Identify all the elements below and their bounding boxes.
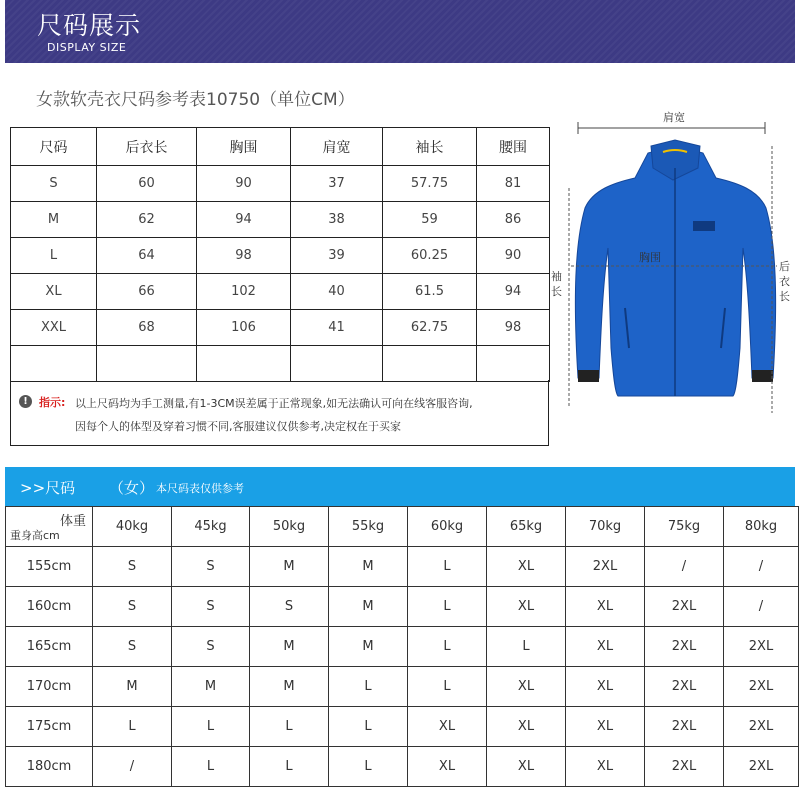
table-row	[11, 274, 550, 310]
table-cell: 94	[477, 274, 550, 310]
table-cell: 39	[291, 238, 383, 274]
size-cell: L	[329, 707, 408, 747]
table-row	[6, 627, 799, 667]
table-cell	[197, 346, 291, 382]
back-label-2: 衣	[779, 275, 790, 288]
size-cell: M	[329, 547, 408, 587]
size-cell: S	[172, 627, 250, 667]
weight-header: 45kg	[172, 507, 250, 547]
header-cell: 胸围	[197, 128, 291, 166]
table-cell: 81	[477, 166, 550, 202]
height-cell: 170cm	[6, 667, 93, 707]
size-cell: XL	[487, 707, 566, 747]
size-cell: S	[93, 587, 172, 627]
table-cell: 60.25	[383, 238, 477, 274]
weight-header: 70kg	[566, 507, 645, 547]
weight-header: 50kg	[250, 507, 329, 547]
size-cell: XL	[566, 747, 645, 787]
table-row	[6, 667, 799, 707]
size-cell: M	[329, 627, 408, 667]
size-cell: M	[93, 667, 172, 707]
height-cell: 165cm	[6, 627, 93, 667]
fit-guide-note: 本尺码表仅供参考	[156, 482, 244, 495]
weight-header: 75kg	[645, 507, 724, 547]
size-cell: XL	[487, 667, 566, 707]
size-cell: M	[250, 667, 329, 707]
table-cell: 60	[97, 166, 197, 202]
size-cell: L	[408, 667, 487, 707]
table-cell: 38	[291, 202, 383, 238]
size-cell: S	[93, 627, 172, 667]
size-cell: L	[172, 747, 250, 787]
table-cell: 102	[197, 274, 291, 310]
table-cell: 68	[97, 310, 197, 346]
table-row	[11, 238, 550, 274]
size-cell: XL	[487, 587, 566, 627]
header-cell: 袖长	[383, 128, 477, 166]
size-cell: 2XL	[724, 627, 799, 667]
size-chart-title: 女款软壳衣尺码参考表10750（单位CM）	[36, 90, 355, 110]
header-cell: 尺码	[11, 128, 97, 166]
back-label-1: 后	[779, 260, 790, 273]
table-cell: 57.75	[383, 166, 477, 202]
size-cell: L	[408, 547, 487, 587]
table-cell: 66	[97, 274, 197, 310]
size-cell: 2XL	[645, 587, 724, 627]
size-cell: XL	[408, 747, 487, 787]
height-cell: 180cm	[6, 747, 93, 787]
banner-subtitle: DISPLAY SIZE	[47, 41, 127, 54]
size-cell: L	[329, 667, 408, 707]
size-cell: 2XL	[645, 707, 724, 747]
weight-header: 80kg	[724, 507, 799, 547]
banner-title: 尺码展示	[37, 11, 142, 40]
size-cell: M	[329, 587, 408, 627]
info-icon: !	[19, 395, 32, 408]
size-cell: L	[250, 747, 329, 787]
jacket-shape	[575, 140, 775, 396]
table-cell: XL	[11, 274, 97, 310]
size-cell: /	[645, 547, 724, 587]
size-cell: 2XL	[724, 707, 799, 747]
table-cell: 59	[383, 202, 477, 238]
size-cell: XL	[566, 667, 645, 707]
size-cell: /	[724, 587, 799, 627]
note-line-1: 以上尺码均为手工测量,有1-3CM误差属于正常现象,如无法确认可向在线客服咨询,	[75, 397, 473, 410]
corner-weight-label: 体重	[59, 514, 86, 529]
height-cell: 175cm	[6, 707, 93, 747]
corner-cell	[6, 507, 93, 547]
table-row	[11, 310, 550, 346]
weight-header: 60kg	[408, 507, 487, 547]
table-cell: 94	[197, 202, 291, 238]
fit-guide-title: >>尺码	[20, 479, 76, 497]
table-cell: 62	[97, 202, 197, 238]
back-label-3: 长	[779, 290, 790, 303]
table-cell: S	[11, 166, 97, 202]
note-box	[10, 380, 549, 446]
table-cell: 61.5	[383, 274, 477, 310]
table-cell: M	[11, 202, 97, 238]
size-cell: L	[250, 707, 329, 747]
size-cell: S	[172, 587, 250, 627]
size-table	[10, 127, 550, 382]
size-cell: M	[250, 627, 329, 667]
size-cell: /	[93, 747, 172, 787]
table-row	[11, 166, 550, 202]
table-cell	[97, 346, 197, 382]
table-cell: 98	[477, 310, 550, 346]
table-cell: 86	[477, 202, 550, 238]
table-cell	[477, 346, 550, 382]
table-cell: 40	[291, 274, 383, 310]
size-cell: 2XL	[724, 747, 799, 787]
table-cell	[11, 346, 97, 382]
size-cell: 2XL	[724, 667, 799, 707]
table-cell: 90	[197, 166, 291, 202]
size-cell: L	[408, 627, 487, 667]
size-cell: S	[172, 547, 250, 587]
size-cell: L	[487, 627, 566, 667]
table-cell: 98	[197, 238, 291, 274]
header-banner	[5, 0, 795, 63]
size-cell: 2XL	[645, 667, 724, 707]
note-line-2: 因每个人的体型及穿着习惯不同,客服建议仅供参考,决定权在于买家	[75, 420, 401, 433]
height-cell: 160cm	[6, 587, 93, 627]
corner-height-label: 重身高cm	[10, 529, 60, 542]
height-cell: 155cm	[6, 547, 93, 587]
size-cell: M	[250, 547, 329, 587]
size-cell: XL	[487, 547, 566, 587]
table-cell: XXL	[11, 310, 97, 346]
fit-guide-gender: （女）	[109, 479, 155, 497]
size-cell: M	[172, 667, 250, 707]
weight-header: 65kg	[487, 507, 566, 547]
fit-guide-bar	[5, 467, 795, 506]
size-table-header	[11, 128, 550, 166]
size-cell: L	[408, 587, 487, 627]
sleeve-label-2: 长	[551, 285, 562, 298]
header-cell: 腰围	[477, 128, 550, 166]
table-cell: 64	[97, 238, 197, 274]
table-row	[6, 707, 799, 747]
table-cell: 90	[477, 238, 550, 274]
note-label: 指示:	[39, 396, 66, 409]
table-cell: 62.75	[383, 310, 477, 346]
table-row	[11, 202, 550, 238]
weight-header: 55kg	[329, 507, 408, 547]
sleeve-label-1: 袖	[551, 270, 562, 283]
header-cell: 后衣长	[97, 128, 197, 166]
size-cell: L	[329, 747, 408, 787]
header-cell: 肩宽	[291, 128, 383, 166]
chest-label: 胸围	[639, 251, 661, 264]
table-row	[6, 587, 799, 627]
size-cell: L	[93, 707, 172, 747]
size-cell: 2XL	[645, 747, 724, 787]
size-cell: XL	[408, 707, 487, 747]
size-cell: XL	[566, 587, 645, 627]
size-cell: S	[93, 547, 172, 587]
size-cell: 2XL	[645, 627, 724, 667]
table-cell: 106	[197, 310, 291, 346]
size-cell: XL	[566, 627, 645, 667]
table-cell	[291, 346, 383, 382]
table-row	[6, 547, 799, 587]
size-cell: S	[250, 587, 329, 627]
weight-header: 40kg	[93, 507, 172, 547]
table-row-empty	[11, 346, 550, 382]
size-cell: /	[724, 547, 799, 587]
jacket-illustration	[553, 108, 798, 418]
size-cell: XL	[566, 707, 645, 747]
size-cell: XL	[487, 747, 566, 787]
table-cell: 37	[291, 166, 383, 202]
size-cell: L	[172, 707, 250, 747]
table-row	[6, 747, 799, 787]
table-cell: 41	[291, 310, 383, 346]
table-cell	[383, 346, 477, 382]
shoulder-label: 肩宽	[663, 111, 685, 124]
table-cell: L	[11, 238, 97, 274]
fit-table	[5, 506, 799, 787]
size-cell: 2XL	[566, 547, 645, 587]
fit-table-header	[6, 507, 799, 547]
